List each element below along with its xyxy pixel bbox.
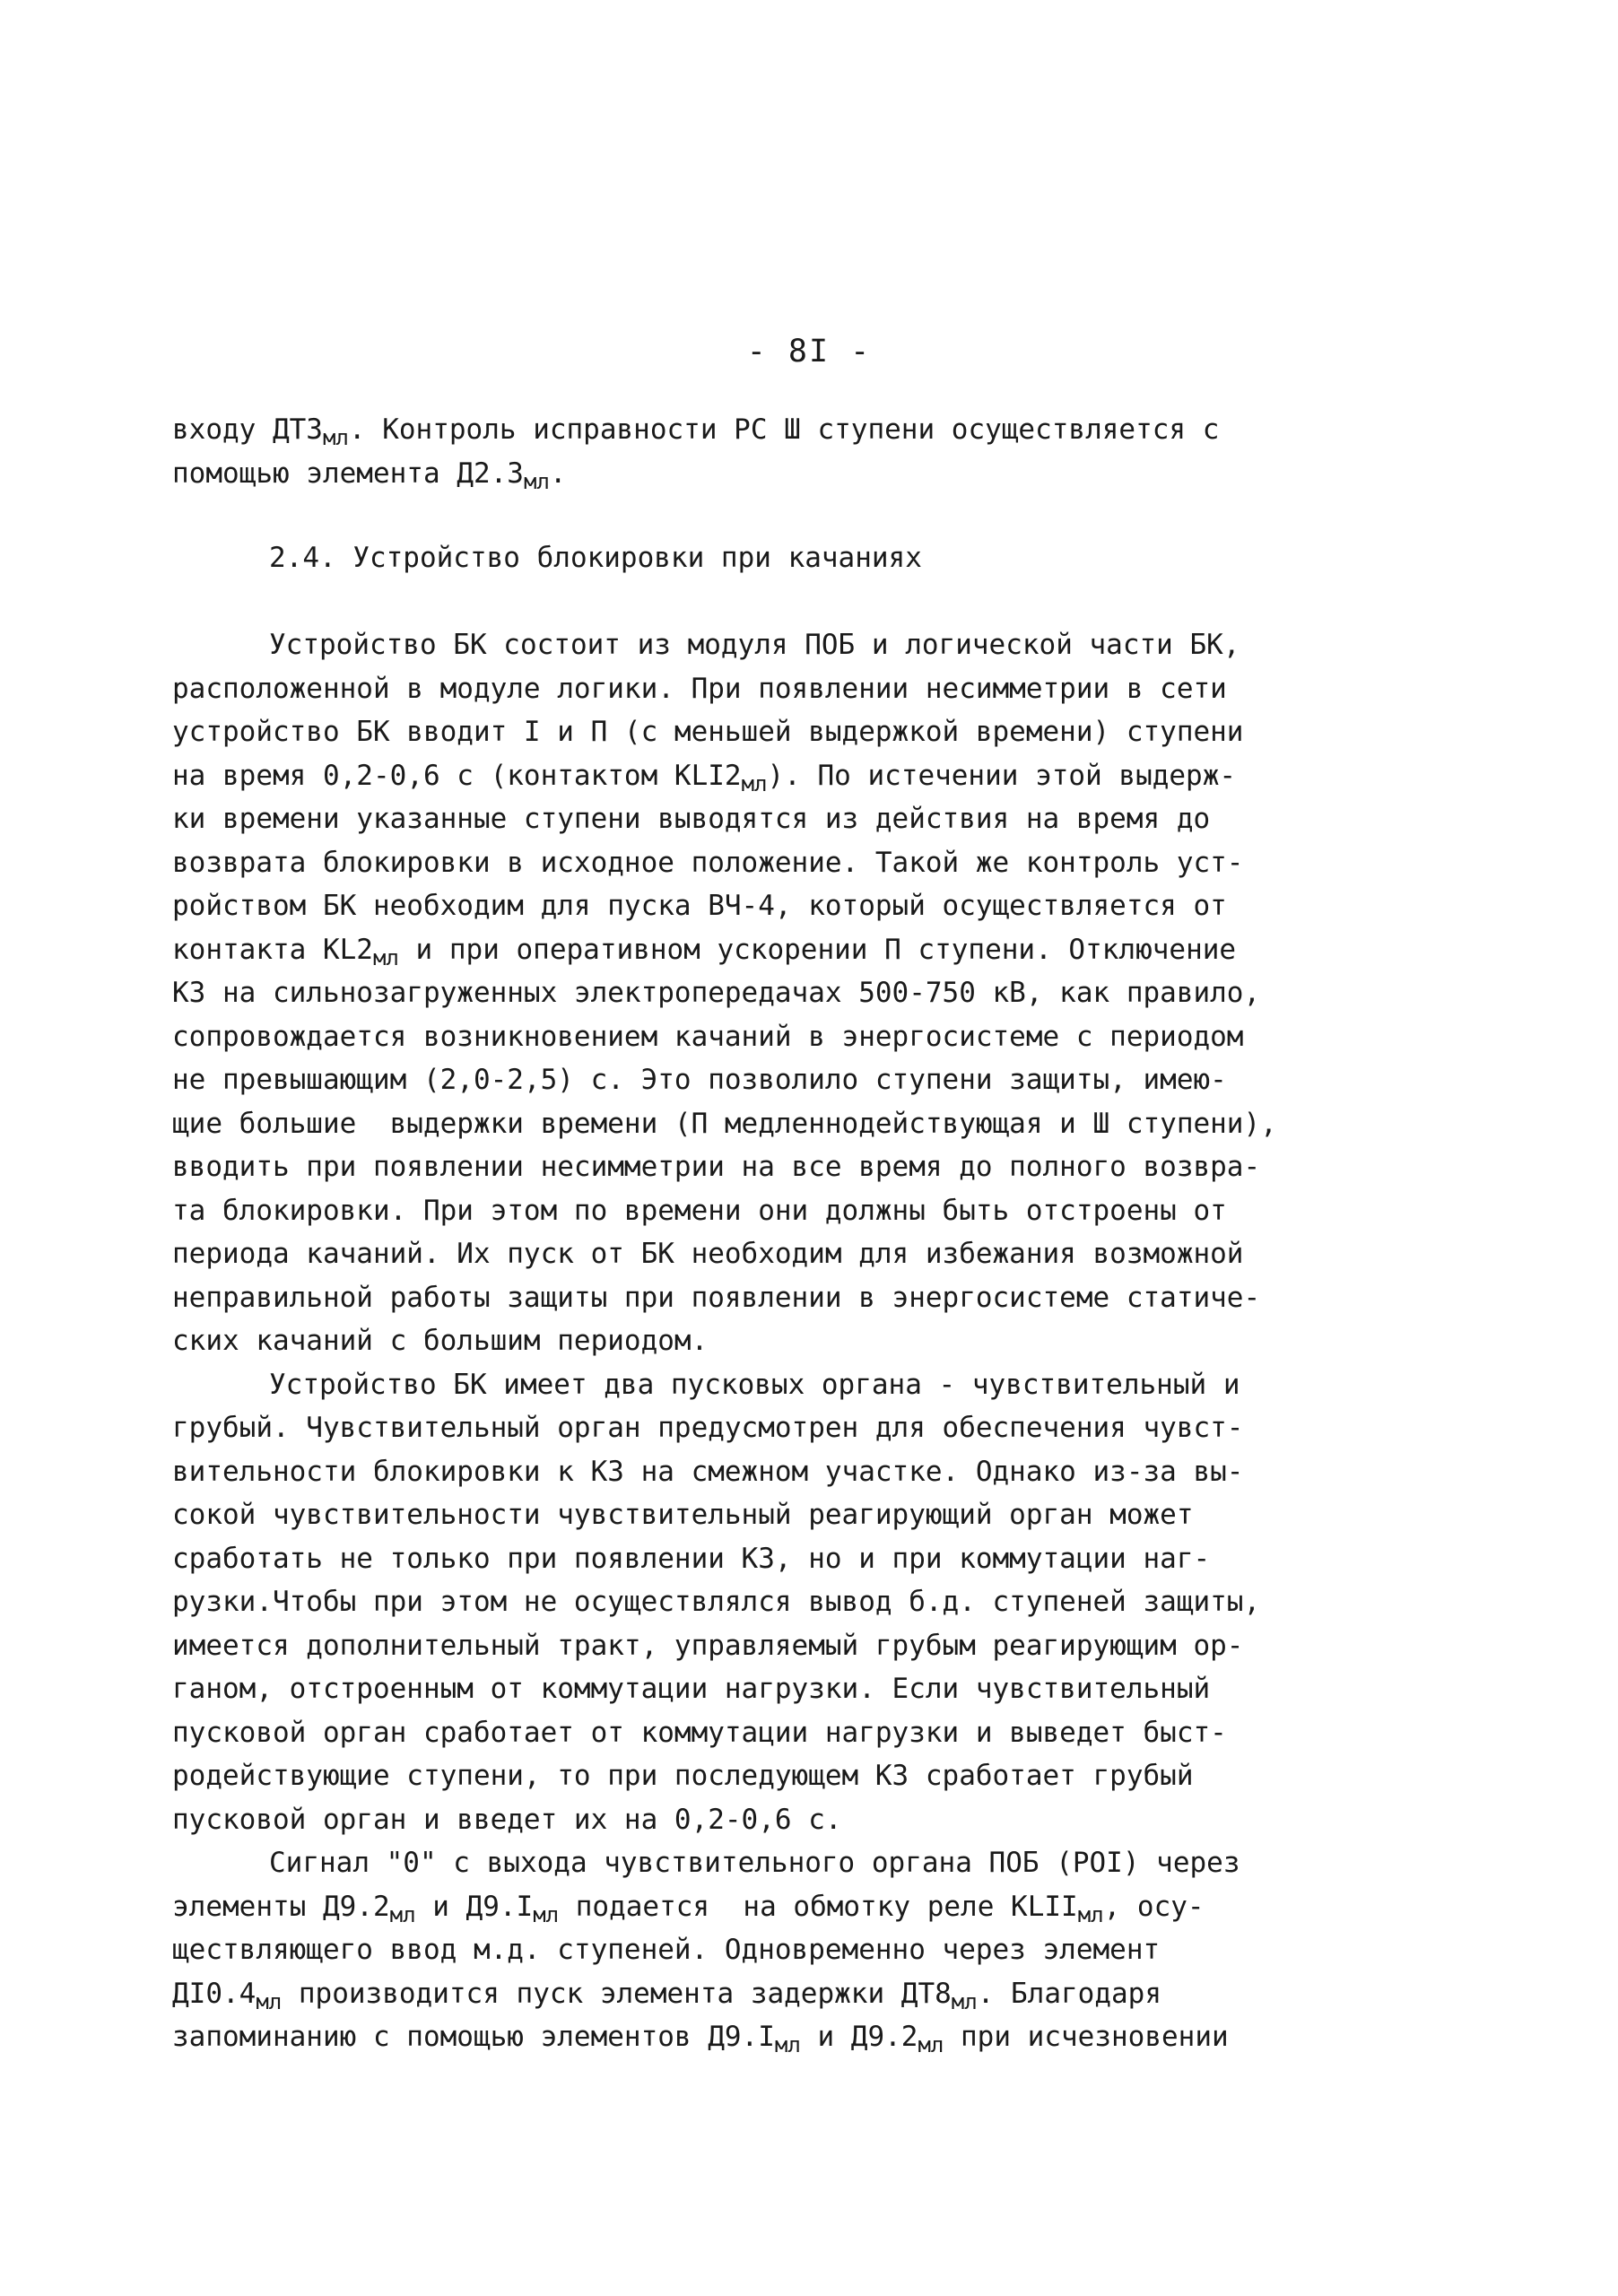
- body-line: [172, 1928, 1365, 1972]
- subscript: мл: [918, 2032, 944, 2057]
- body-line: [172, 1189, 1365, 1233]
- text-segment: и Д9.2: [800, 2021, 918, 2053]
- text-segment: ществляющего ввод м.д. ступеней. Одновременно через элемент: [172, 1934, 1161, 1966]
- text-segment: . Благодаря: [977, 1977, 1161, 2010]
- subscript: мл: [951, 1988, 978, 2014]
- body-line: [172, 1058, 1365, 1102]
- text-segment: грубый. Чувствительный орган предусмотрен для обеспечения чувст-: [172, 1412, 1244, 1444]
- subscript: мл: [372, 944, 399, 970]
- text-segment: при исчезновении: [944, 2021, 1229, 2053]
- text-segment: .: [549, 457, 567, 490]
- text-segment: запоминанию с помощью элементов Д9.I: [172, 2021, 775, 2053]
- text-segment: неправильной работы защиты при появлении в энергосистеме статиче-: [172, 1281, 1261, 1314]
- text-segment: вительности блокировки к КЗ на смежном участке. Однако из-за вы-: [172, 1455, 1244, 1488]
- body-line: [172, 1319, 1365, 1363]
- body-line: [172, 1885, 1365, 1929]
- body-line: [172, 710, 1365, 754]
- page-number: - 8I -: [746, 334, 872, 370]
- subscript: мл: [389, 1901, 416, 1927]
- body-line: [172, 667, 1365, 711]
- text-segment: ройством БК необходим для пуска ВЧ-4, который осуществляется от: [172, 890, 1227, 922]
- text-segment: вводить при появлении несимметрии на все время до полного возвра-: [172, 1151, 1261, 1183]
- text-segment: ганом, отстроенным от коммутации нагрузки. Если чувствительный: [172, 1673, 1211, 1705]
- body-line: [172, 1711, 1365, 1755]
- text-segment: ДI0.4: [172, 1977, 257, 2010]
- section-heading: 2.4. Устройство блокировки при качаниях: [269, 542, 922, 574]
- body-line: [172, 841, 1365, 885]
- subscript: мл: [1077, 1901, 1104, 1927]
- text-segment: расположенной в модуле логики. При появлении несимметрии в сети: [172, 672, 1227, 705]
- body-line: [172, 1276, 1365, 1320]
- text-segment: сработать не только при появлении КЗ, но и при коммутации наг-: [172, 1542, 1211, 1575]
- body-line: [172, 1841, 1365, 1885]
- body-line: [172, 797, 1365, 841]
- body-line: [172, 971, 1365, 1015]
- body-line: [172, 1580, 1365, 1624]
- intro-paragraph: [172, 408, 1365, 495]
- text-segment: и Д9.I: [415, 1890, 534, 1923]
- body-line: [172, 1232, 1365, 1276]
- text-segment: . Контроль исправности РС Ш ступени осуществляется с: [348, 413, 1220, 446]
- text-segment: элементы Д9.2: [172, 1890, 390, 1923]
- text-segment: возврата блокировки в исходное положение. Такой же контроль уст-: [172, 846, 1244, 879]
- intro-line: [172, 452, 1365, 496]
- text-segment: сокой чувствительности чувствительный реагирующий орган может: [172, 1499, 1194, 1531]
- intro-line: [172, 408, 1365, 452]
- text-segment: пусковой орган и введет их на 0,2-0,6 с.: [172, 1803, 842, 1836]
- text-segment: ). По истечении этой выдерж-: [767, 759, 1237, 792]
- text-segment: пусковой орган сработает от коммутации нагрузки и выведет быст-: [172, 1716, 1227, 1749]
- subscript: мл: [774, 2032, 801, 2057]
- text-segment: сопровождается возникновением качаний в энергосистеме с периодом: [172, 1020, 1244, 1053]
- body-line: [172, 1015, 1365, 1059]
- text-segment: родействующие ступени, то при последующем КЗ сработает грубый: [172, 1760, 1194, 1792]
- subscript: мл: [741, 770, 768, 796]
- text-segment: та блокировки. При этом по времени они должны быть отстроены от: [172, 1194, 1227, 1227]
- text-segment: помощью элемента Д2.З: [172, 457, 524, 490]
- body-line: [172, 928, 1365, 972]
- body-line: [172, 754, 1365, 798]
- body-line: [172, 1798, 1365, 1842]
- text-segment: Устройство БК состоит из модуля ПОБ и логической части БК,: [269, 629, 1240, 661]
- body-line: [172, 884, 1365, 928]
- text-segment: подается на обмотку реле KLII: [559, 1890, 1078, 1923]
- body-line: [172, 1754, 1365, 1798]
- subscript: мл: [256, 1988, 283, 2014]
- text-segment: Устройство БК имеет два пусковых органа - чувствительный и: [269, 1368, 1240, 1401]
- text-segment: ки времени указанные ступени выводятся из действия на время до: [172, 803, 1211, 835]
- subscript: мл: [533, 1901, 560, 1927]
- text-segment: на время 0,2-0,6 с (контактом KLI2: [172, 759, 742, 792]
- text-segment: , осу-: [1103, 1890, 1205, 1923]
- text-segment: устройство БК вводит I и П (с меньшей выдержкой времени) ступени: [172, 716, 1244, 748]
- body-line: [172, 1406, 1365, 1450]
- text-segment: входу ДТЗ: [172, 413, 323, 446]
- body-line: [172, 1537, 1365, 1581]
- text-segment: имеется дополнительный тракт, управляемый грубым реагирующим ор-: [172, 1629, 1244, 1662]
- subscript: мл: [523, 468, 550, 494]
- text-segment: периода качаний. Их пуск от БК необходим для избежания возможной: [172, 1238, 1244, 1270]
- body-line: [172, 1145, 1365, 1189]
- text-segment: и при оперативном ускорении П ступени. Отключение: [398, 933, 1237, 966]
- text-segment: щие большие выдержки времени (П медленнодействующая и Ш ступени),: [172, 1107, 1277, 1140]
- text-segment: ских качаний с большим периодом.: [172, 1325, 709, 1357]
- body-line: [172, 1667, 1365, 1711]
- body-line: [172, 1363, 1365, 1407]
- text-segment: не превышающим (2,0-2,5) с. Это позволило ступени защиты, имею-: [172, 1064, 1227, 1096]
- body-line: [172, 1102, 1365, 1146]
- text-segment: контакта KL2: [172, 933, 373, 966]
- text-segment: Сигнал "0" с выхода чувствительного органа ПОБ (РОI) через: [269, 1847, 1240, 1879]
- text-segment: производится пуск элемента задержки ДТ8: [282, 1977, 952, 2010]
- text-segment: рузки.Чтобы при этом не осуществлялся вывод б.д. ступеней защиты,: [172, 1586, 1261, 1618]
- body-line: [172, 1624, 1365, 1668]
- body-line: [172, 2015, 1365, 2059]
- body-line: [172, 1493, 1365, 1537]
- subscript: мл: [322, 425, 349, 450]
- body-line: [172, 623, 1365, 667]
- body-line: [172, 1450, 1365, 1494]
- body-text: [172, 623, 1365, 2059]
- text-segment: КЗ на сильнозагруженных электропередачах 500-750 кВ, как правило,: [172, 977, 1261, 1009]
- body-line: [172, 1972, 1365, 2016]
- section-heading-block: [172, 536, 1365, 580]
